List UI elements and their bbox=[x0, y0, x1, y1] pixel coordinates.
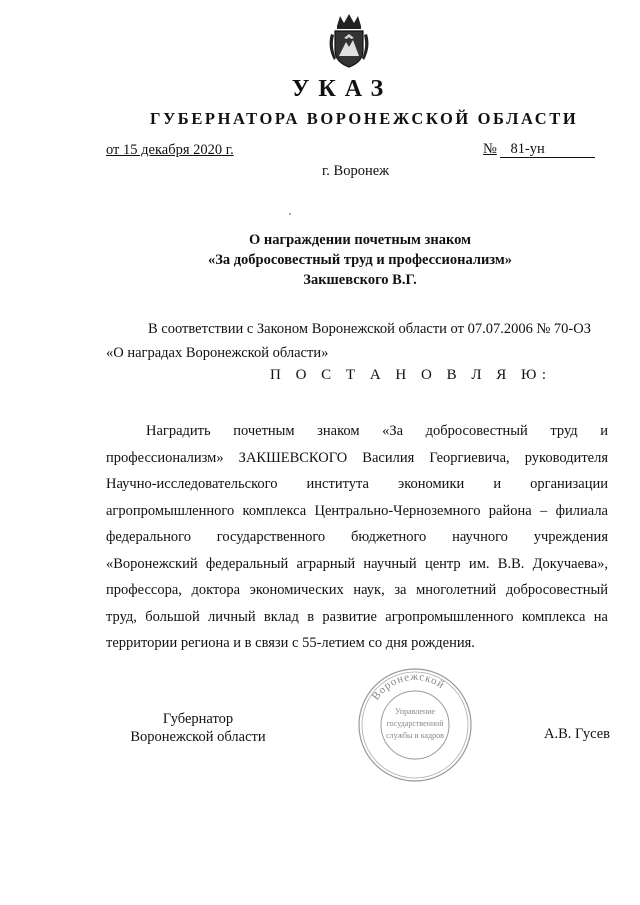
issuer-title: ГУБЕРНАТОРА ВОРОНЕЖСКОЙ ОБЛАСТИ bbox=[150, 109, 579, 128]
decree-number bbox=[483, 141, 595, 158]
number-value: 81-ун bbox=[500, 142, 595, 158]
stamp-inner-line: государственной bbox=[386, 719, 444, 728]
signer-title-line: Воронежской области bbox=[130, 729, 266, 745]
stray-mark bbox=[289, 213, 291, 215]
stamp-outer-text: Воронежской bbox=[369, 670, 447, 703]
decree-text-line: «Воронежский федеральный аграрный научный центр им. В.В. Докучаева», bbox=[106, 555, 608, 572]
city: г. Воронеж bbox=[322, 163, 390, 179]
stamp-inner-line: службы и кадров bbox=[386, 731, 444, 740]
decree-text-line: Научно-исследовательского института экономики и организации bbox=[106, 476, 608, 492]
signer-name: А.В. Гусев bbox=[544, 726, 610, 742]
coat-of-arms-icon bbox=[326, 12, 372, 70]
stamp-inner-line: Управление bbox=[394, 707, 436, 716]
basis-line: «О наградах Воронежской области» bbox=[106, 345, 329, 361]
number-label: № bbox=[483, 141, 497, 157]
subject-line: «За добросовестный труд и профессионализм» bbox=[207, 252, 513, 268]
decree-text-line: профессора, доктора экономических наук, за многолетний добросовестный bbox=[106, 582, 608, 598]
decree-text-line: Наградить почетным знаком «За добросовестный труд и bbox=[146, 423, 608, 439]
decree-date: от 15 декабря 2020 г. bbox=[106, 142, 234, 158]
decree-text bbox=[106, 418, 608, 657]
signer-title bbox=[118, 710, 278, 746]
subject-line: О награждении почетным знаком bbox=[249, 232, 471, 248]
document-type: УКАЗ bbox=[291, 76, 393, 102]
decree-text-line: профессионализм» ЗАКШЕВСКОГО Василия Георгиевича, руководителя bbox=[106, 449, 608, 466]
basis-line: В соответствии с Законом Воронежской области от 07.07.2006 № 70-ОЗ bbox=[148, 321, 591, 337]
subject-line: Закшевского В.Г. bbox=[303, 272, 417, 288]
decree-text-line: территории региона и в связи с 55-летием со дня рождения. bbox=[106, 635, 475, 651]
decree-word: П О С Т А Н О В Л Я Ю: bbox=[270, 367, 552, 383]
decree-text-line: федерального государственного бюджетного научного учреждения bbox=[106, 529, 608, 545]
decree-text-line: труд, большой личный вклад в развитие агропромышленного комплекса на bbox=[106, 608, 608, 625]
decree-subject bbox=[160, 230, 560, 290]
decree-text-line: агропромышленного комплекса Центрально-Черноземного района – филиала bbox=[106, 502, 608, 519]
legal-basis bbox=[106, 317, 608, 365]
signer-title-line: Губернатор bbox=[162, 711, 234, 727]
official-stamp bbox=[356, 666, 474, 784]
